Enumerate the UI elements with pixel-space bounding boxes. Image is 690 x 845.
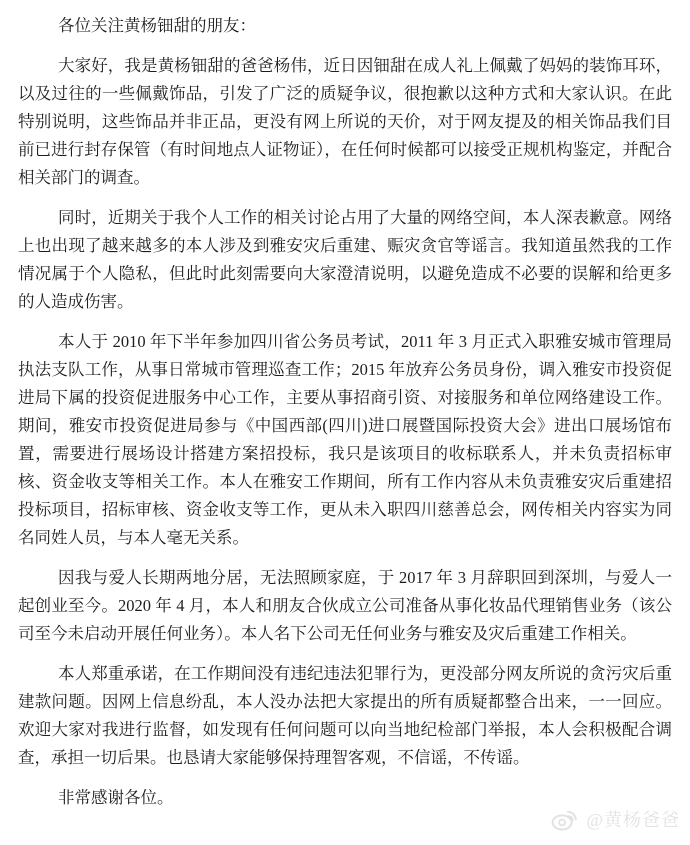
paragraph: 本人于 2010 年下半年参加四川省公务员考试，2011 年 3 月正式入职雅安城市管理局执法支队工作，从事日常城市管理巡查工作；2015 年放弃公务员身份，调入雅安市投资促进局下属的投资促进服务中心工作，主要从事招商引资、对接服务和单位网络建设工作。期间，雅安市投资促进局参与《中国西部(四川)进口展暨国际投资大会》进出口展场馆布置，需要进行展场设计搭建方案招投标，我只是该项目的收标联系人，并未负责招标审核、资金收支等相关工作。本人在雅安工作期间，所有工作内容从未负责雅安灾后重建招投标项目，招标审核、资金收支等工作，更从未入职四川慈善总会，网传相关内容实为同名同姓人员，与本人毫无关系。	[18, 332, 672, 547]
paragraph: 大家好，我是黄杨钿甜的爸爸杨伟，近日因钿甜在成人礼上佩戴了妈妈的装饰耳环，以及过往的一些佩戴饰品，引发了广泛的质疑争议，很抱歉以这种方式和大家认识。在此特别说明，这些饰品并非正品，更没有网上所说的天价，对于网友提及的相关饰品我们目前已进行封存保管（有时间地点人证物证），在任何时候都可以接受正规机构鉴定，并配合相关部门的调查。	[18, 56, 672, 187]
watermark	[551, 806, 680, 832]
letter-body	[18, 52, 672, 812]
paragraph: 因我与爱人长期两地分居，无法照顾家庭，于 2017 年 3 月辞职回到深圳，与爱人一起创业至今。2020 年 4 月，本人和朋友合伙成立公司准备从事化妆品代理销售业务（该公司至今未启动开展任何业务）。本人名下公司无任何业务与雅安及灾后重建工作相关。	[18, 568, 672, 643]
paragraph: 本人郑重承诺，在工作期间没有违纪违法犯罪行为，更没部分网友所说的贪污灾后重建款问题。因网上信息纷乱，本人没办法把大家提出的所有质疑都整合出来，一一回应。欢迎大家对我进行监督，如发现有任何问题可以向当地纪检部门举报，本人会积极配合调查，承担一切后果。也恳请大家能够保持理智客观，不信谣，不传谣。	[18, 664, 672, 767]
weibo-icon	[551, 807, 579, 831]
paragraph: 非常感谢各位。	[58, 788, 174, 807]
paragraph: 同时，近期关于我个人工作的相关讨论占用了大量的网络空间，本人深表歉意。网络上也出现了越来越多的本人涉及到雅安灾后重建、赈灾贪官等谣言。我知道虽然我的工作情况属于个人隐私，但此时此刻需要向大家澄清说明，以避免造成不必要的误解和给更多的人造成伤害。	[18, 208, 672, 311]
watermark-handle: @黄杨爸爸	[586, 810, 680, 830]
salutation: 各位关注黄杨钿甜的朋友：	[58, 16, 256, 35]
